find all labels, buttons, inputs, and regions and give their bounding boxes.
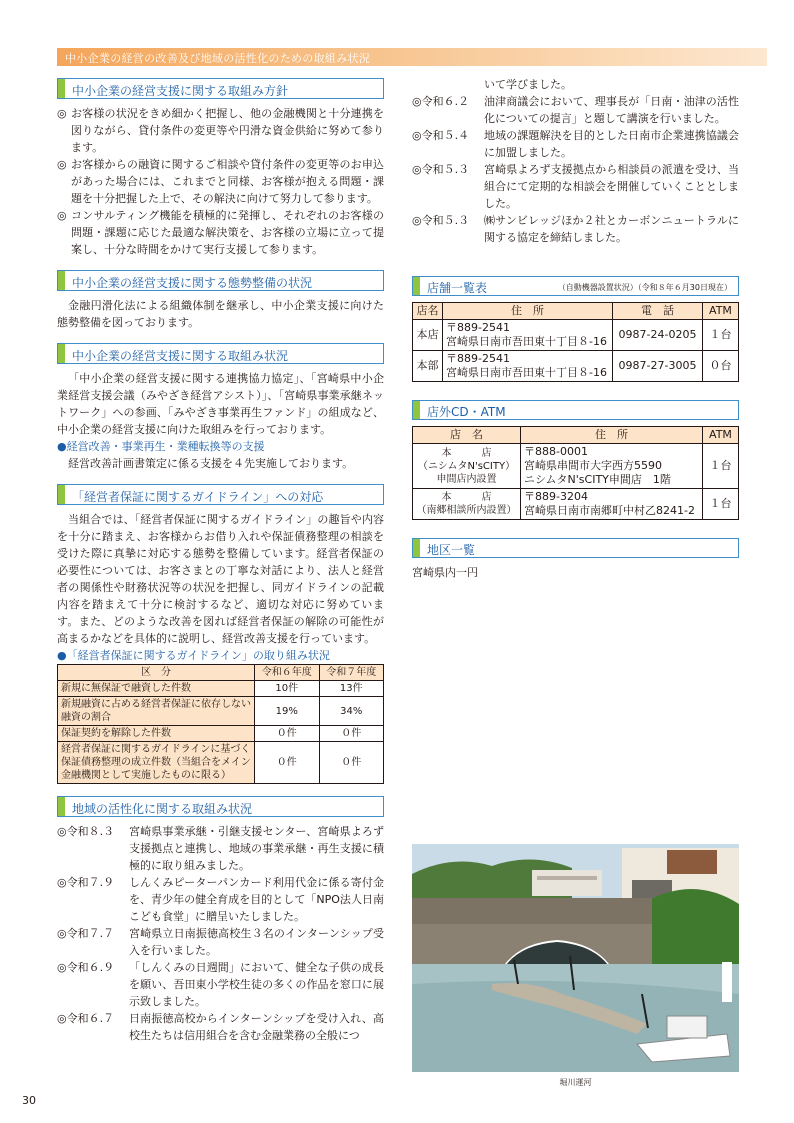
list-item: ◎ 令和５.４ 地域の課題解決を目的とした日南市企業連携協議会に加盟しました。	[412, 127, 739, 161]
table-row: 新規に無保証で融資した件数 10件 13件	[58, 681, 384, 697]
status-subheading: ●経営改善・事業再生・業種転換等の支援	[57, 440, 265, 453]
policy-item-1: ◎ お客様の状況をきめ細かく把握し、他の金融機関と十分連携を図りながら、貸付条件の変更等や円滑な資金供給に努めて参ります。	[57, 105, 384, 156]
list-item: ◎ 令和５.３ 宮崎県よろず支援拠点から相談員の派遣を受け、当組合にて定期的な相談会を開催していくこととしました。	[412, 161, 739, 212]
heading-structure: 中小企業の経営支援に関する態勢整備の状況	[57, 270, 384, 291]
table-row: 新規融資に占める経営者保証に依存しない融資の割合 19% 34%	[58, 697, 384, 726]
guideline-text: 当組合では、「経営者保証に関するガイドライン」の趣旨や内容を十分に踏まえ、お客様からお借り入れや保証債務整理の相談を受けた際に真摯に対応する態勢を整備しています。経営者保証の必要性については、お客さまとの丁寧な対話により、法人と経営者の関係性や財務状況等の状況を把握し、同ガイドラインの記載内容を踏まえて十分に検討するなど、適切な対応に努めています。また、どのような改善を図れば経営者保証の解除の可能性が高まるかなどを具体的に説明し、経営改善支援を行っています。	[57, 513, 384, 645]
canal-photo	[412, 844, 739, 1072]
policy-item-3: ◎ コンサルティング機能を積極的に発揮し、それぞれのお客様の問題・課題に応じた最適な解決策を、お客様の立場に立って提案し、十分な時間をかけて実行支援して参ります。	[57, 207, 384, 258]
list-item: ◎ 令和６.９ 「しんくみの日週間」において、健全な子供の成長を願い、吾田東小学校生徒の多くの作品を窓口に展示致しました。	[57, 959, 384, 1010]
heading-guideline: 「経営者保証に関するガイドライン」への対応	[57, 484, 384, 505]
offsite-atm-table: 店 名 住 所 ATM 本 店 （ニシムタN'sCITY） 申間店内設置 〒888-0001 宮崎県串間市大字西方5590 ニシムタN'sCITY申間店 1階 １台 本 店 （南郷相談所内設置） 〒889-3204 宮崎県日南市南郷町中村乙8241-2 １台	[412, 426, 739, 520]
policy-item-2: ◎ お客様からの融資に関するご相談や貸付条件の変更等のお申込があった場合には、これまでと同様、お客様が抱える問題・課題を十分把握した上で、その解決に向けて努力して参ります。	[57, 156, 384, 207]
table-row: 経営者保証に関するガイドラインに基づく保証債務整理の成立件数（当組合をメイン金融機関として実施したものに限る） ０件 ０件	[58, 742, 384, 784]
list-item: ◎ 令和７.９ しんくみピーターパンカード利用代金に係る寄付金を、青少年の健全育成を目的として「NPO法人日南こども食堂」に贈呈いたしました。	[57, 874, 384, 925]
guideline-col-r7: 令和７年度	[319, 665, 384, 681]
heading-policy: 中小企業の経営支援に関する取組み方針	[57, 78, 384, 99]
heading-status: 中小企業の経営支援に関する取組み状況	[57, 343, 384, 364]
list-item: ◎ 令和６.７ 日南振徳高校からインターンシップを受け入れ、高校生たちは信用組合を含む金融業務の全般につ	[57, 1010, 384, 1044]
banner-title: 中小企業の経営の改善及び地域の活性化のための取組み状況	[65, 52, 371, 65]
status-support-text: 経営改善計画書策定に係る支援を４先実施しております。	[68, 457, 354, 470]
stores-table: 店名 住 所 電 話 ATM 本店 〒889-2541 宮崎県日南市吾田東十丁目８-16 0987-24-0205 １台 本部 〒889-2541 宮崎県日南市吾田東十丁目８-16 0987-27-3005 ０台	[412, 302, 739, 382]
list-item: ◎ 令和６.２ 油津商議会において、理事長が「日南・油津の活性化についての提言」と題して講演を行いました。	[412, 93, 739, 127]
left-column	[57, 78, 384, 1044]
heading-stores: 店舗一覧表 （自動機器設置状況）（令和８年６月30日現在）	[412, 276, 739, 296]
list-item: ◎ 令和５.３ ㈱サンビレッジほか２社とカーボンニュートラルに関する協定を締結しました。	[412, 212, 739, 246]
section-banner	[57, 48, 767, 66]
status-text: 「中小企業の経営支援に関する連携協力協定」、「宮崎県中小企業経営支援会議（みやざき経営アシスト）」、「宮崎県事業承継ネットワーク」への参画、「みやざき事業再生ファンド」の組成など、中小企業の経営支援に向けた取組みを行っております。	[57, 372, 384, 436]
guideline-subheading: ●「経営者保証に関するガイドライン」の取り組み状況	[57, 649, 330, 662]
heading-area: 地区一覧	[412, 538, 739, 558]
table-row: 本 店 （南郷相談所内設置） 〒889-3204 宮崎県日南市南郷町中村乙8241-2 １台	[413, 489, 739, 520]
structure-text: 金融円滑化法による組織体制を継承し、中小企業支援に向けた態勢整備を図っております。	[57, 299, 384, 329]
list-item-continued: いて学びました。	[484, 78, 572, 91]
right-column	[412, 76, 739, 581]
guideline-col-category: 区 分	[58, 665, 255, 681]
guideline-col-r6: 令和６年度	[255, 665, 320, 681]
table-row: 本 店 （ニシムタN'sCITY） 申間店内設置 〒888-0001 宮崎県串間市大字西方5590 ニシムタN'sCITY申間店 1階 １台	[413, 444, 739, 489]
table-row: 本部 〒889-2541 宮崎県日南市吾田東十丁目８-16 0987-27-3005 ０台	[413, 351, 739, 382]
table-row: 本店 〒889-2541 宮崎県日南市吾田東十丁目８-16 0987-24-0205 １台	[413, 320, 739, 351]
list-item: ◎ 令和８.３ 宮崎県事業承継・引継支援センター、宮崎県よろず支援拠点と連携し、地域の事業承継・再生支援に積極的に取り組みました。	[57, 823, 384, 874]
guideline-table	[57, 664, 384, 784]
photo-caption: 堀川運河	[559, 1078, 592, 1087]
heading-offsite-atm: 店外CD・ATM	[412, 400, 739, 420]
page-number: 30	[22, 1094, 36, 1107]
list-item: ◎ 令和７.７ 宮崎県立日南振徳高校生３名のインターンシップ受入を行いました。	[57, 925, 384, 959]
stores-note: （自動機器設置状況）（令和８年６月30日現在）	[557, 283, 732, 292]
table-row: 保証契約を解除した件数 ０件 ０件	[58, 726, 384, 742]
heading-community: 地域の活性化に関する取組み状況	[57, 796, 384, 817]
area-text: 宮崎県内一円	[412, 566, 478, 579]
